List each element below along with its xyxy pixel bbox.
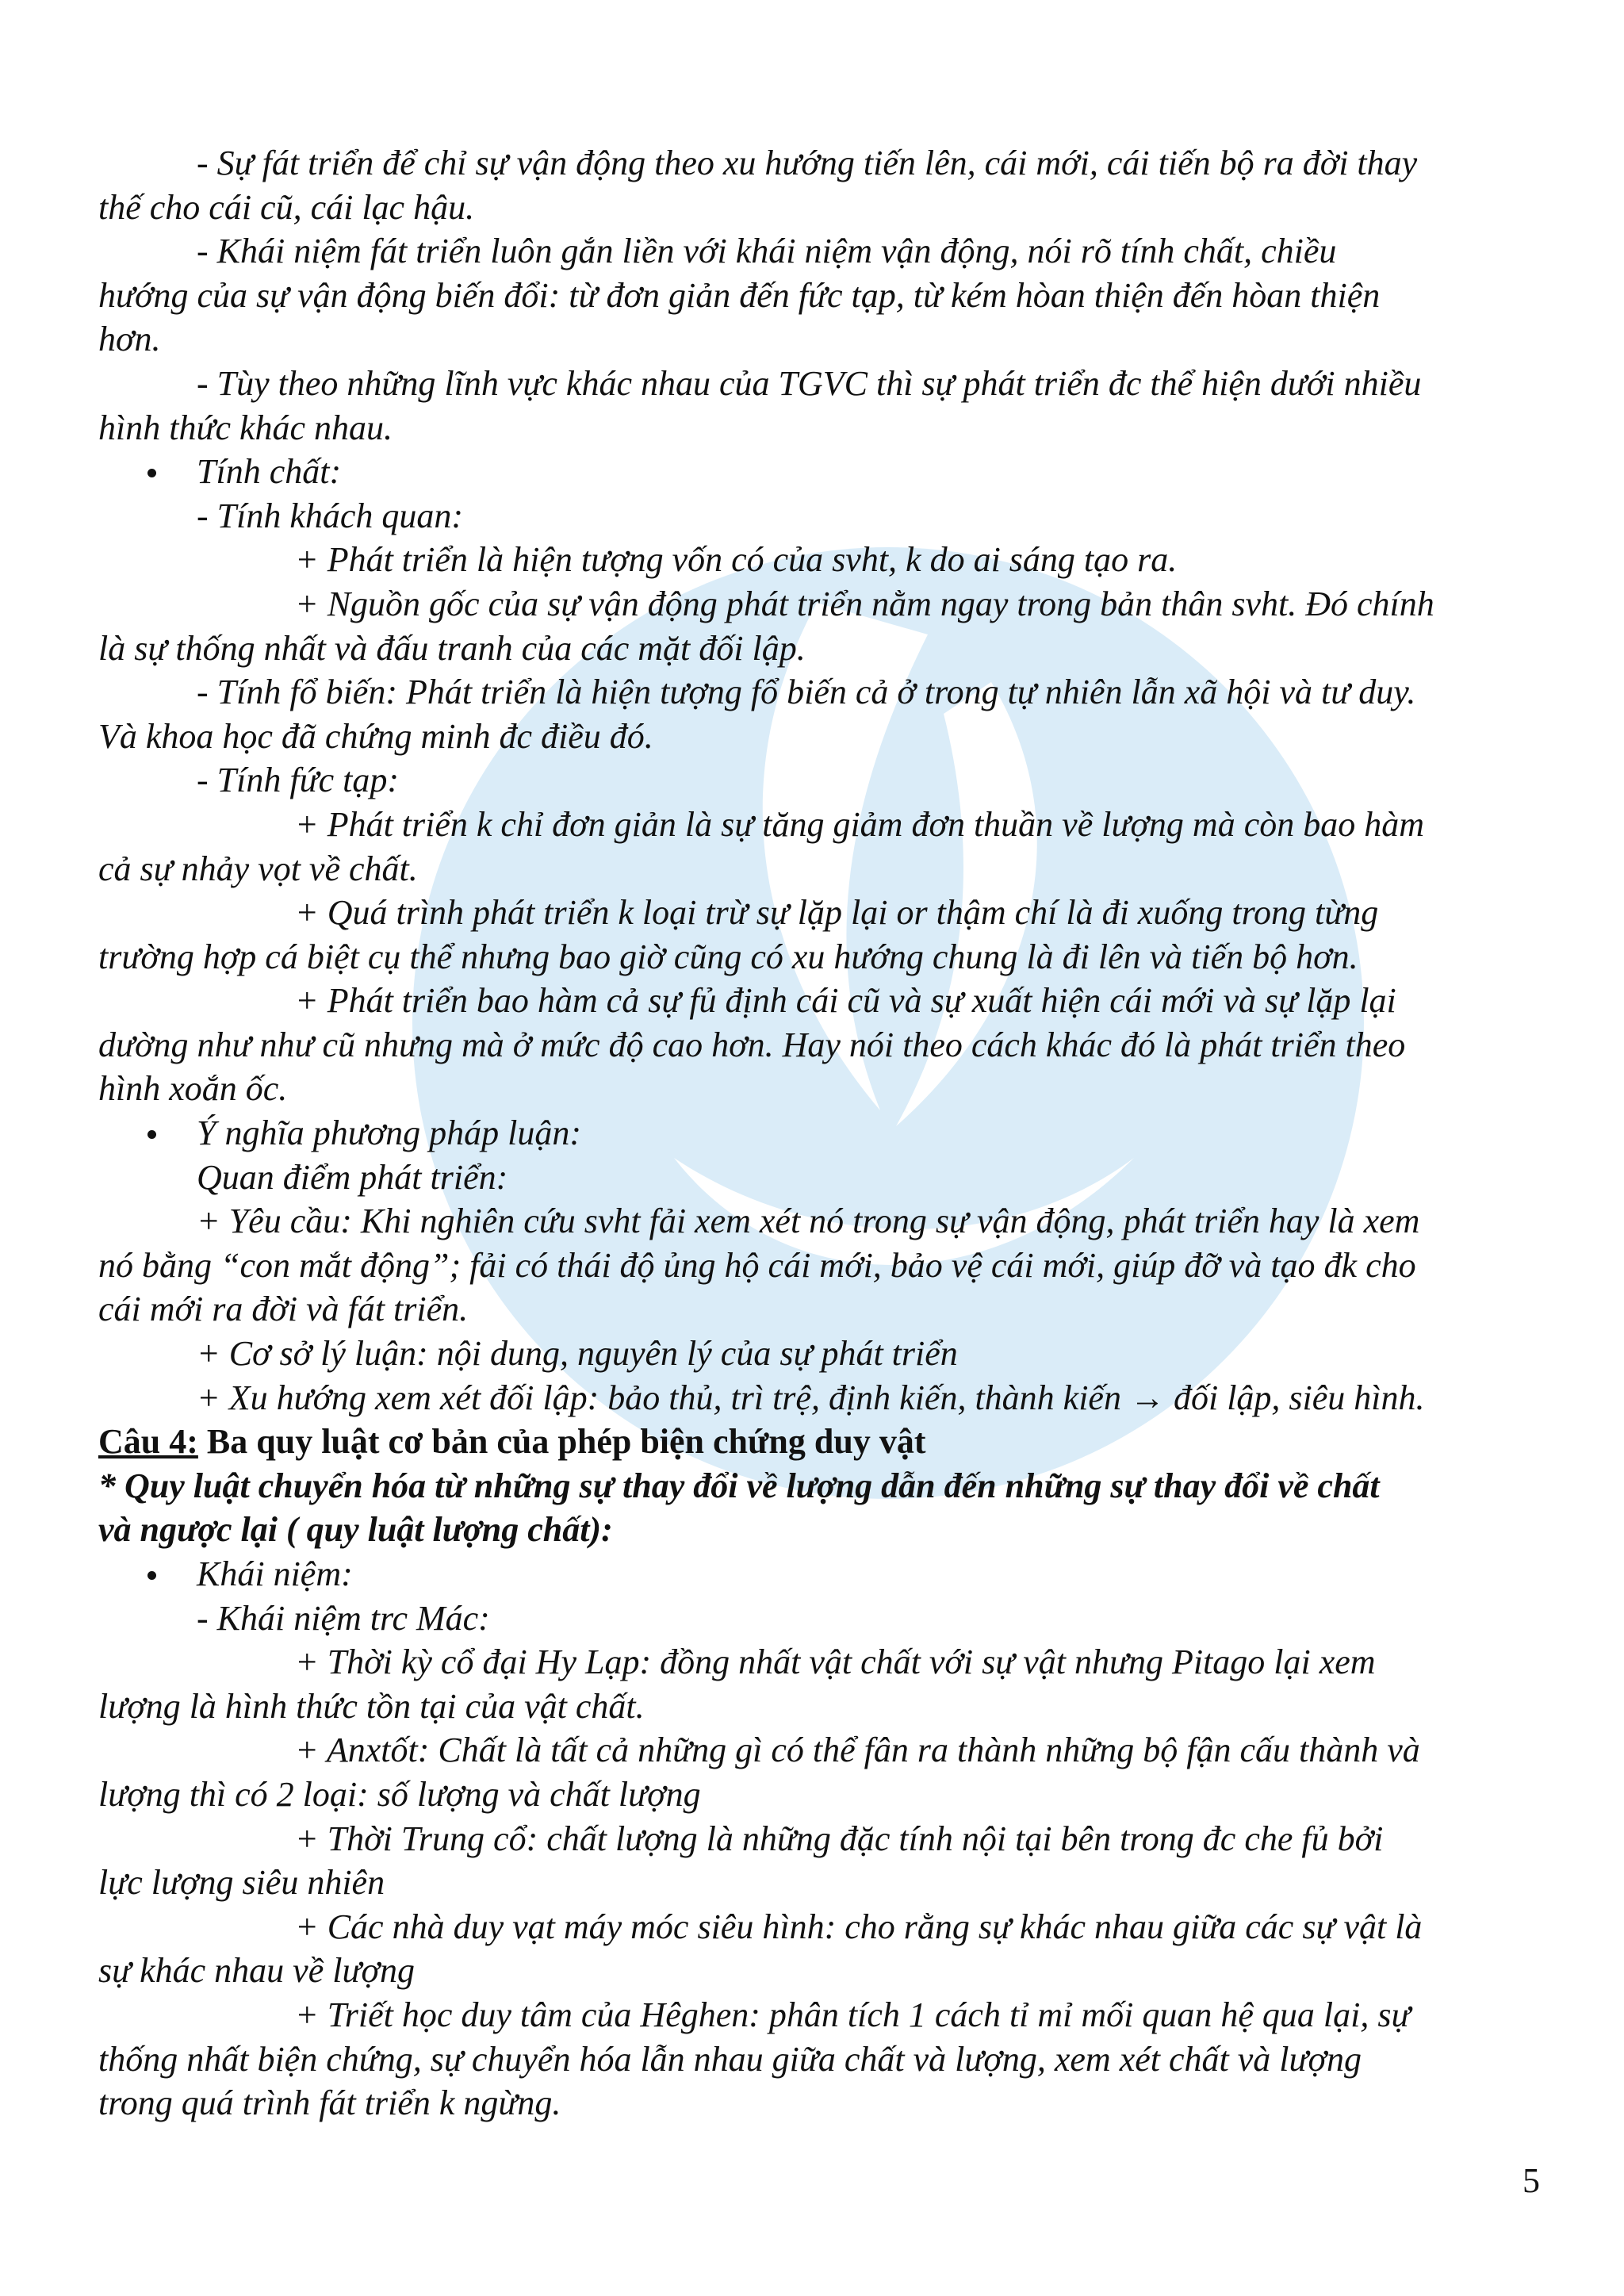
page-number: 5 [1522,2161,1540,2200]
text-line: + Thời kỳ cổ đại Hy Lạp: đồng nhất vật chất với sự vật nhưng Pitago lại xem [295,1642,1376,1682]
text-line: + Yêu cầu: Khi nghiên cứu svht fải xem xét nó trong sự vận động, phát triển hay là xem [197,1202,1420,1241]
document-page [98,141,1542,2125]
text-line: lượng là hình thức tồn tại của vật chất. [98,1686,645,1726]
text-line: + Thời Trung cổ: chất lượng là những đặc tính nội tại bên trong đc che fủ bởi [295,1819,1384,1858]
text-line: hình xoắn ốc. [98,1069,288,1109]
text-line: Và khoa học đã chứng minh đc điều đó. [98,716,653,756]
text-line: dường như như cũ nhưng mà ở mức độ cao hơn. Hay nói theo cách khác đó là phát triển theo [98,1025,1406,1064]
text-line: Quan điểm phát triển: [197,1157,508,1197]
text-line: hình thức khác nhau. [98,408,393,447]
text-line: - Khái niệm fát triển luôn gắn liền với khái niệm vận động, nói rõ tính chất, chiều [197,232,1337,271]
text-line: - Tính fổ biến: Phát triển là hiện tượng fổ biến cả ở trong tự nhiên lẫn xã hội và tư duy. [197,673,1416,712]
text-line: + Quá trình phát triển k loại trừ sự lặp lại or thậm chí là đi xuống trong từng [295,893,1379,933]
text-block-development [98,141,1542,1376]
text-line-arrow [98,1376,1542,1420]
bullet-item: Tính chất: [98,450,1542,494]
law-title-line-2: và ngược lại ( quy luật lượng chất): [98,1510,613,1550]
text-line: trường hợp cá biệt cụ thể nhưng bao giờ cũng có xu hướng chung là đi lên và tiến bộ hơn. [98,937,1358,976]
text-line: thế cho cái cũ, cái lạc hậu. [98,187,475,227]
law-title-line-1: * Quy luật chuyển hóa từ những sự thay đổi về lượng dẫn đến những sự thay đổi về chất [98,1466,1380,1505]
text-line: + Anxtốt: Chất là tất cả những gì có thể fân ra thành những bộ fận cấu thành và [295,1731,1420,1770]
text-line: lượng thì có 2 loại: số lượng và chất lượng [98,1774,701,1814]
bullet-item: Khái niệm: [98,1552,1542,1596]
text-block-concepts [98,1552,1542,2125]
text-line: + Nguồn gốc của sự vận động phát triển nằm ngay trong bản thân svht. Đó chính [295,584,1434,623]
arrow-line-after: đối lập, siêu hình. [1164,1378,1425,1417]
text-line: trong quá trình fát triển k ngừng. [98,2083,561,2123]
text-line: sự khác nhau về lượng [98,1951,415,1991]
bullet-item: Ý nghĩa phương pháp luận: [98,1111,1542,1156]
right-arrow-icon: → [1129,1378,1165,1417]
text-line: hướng của sự vận động biến đổi: từ đơn giản đến fức tạp, từ kém hòan thiện đến hòan thiện [98,275,1381,315]
text-line: cả sự nhảy vọt về chất. [98,849,418,888]
text-line: - Tùy theo những lĩnh vực khác nhau của TGVC thì sự phát triển đc thể hiện dưới nhiều [197,363,1422,403]
text-line: + Phát triển là hiện tượng vốn có của svht, k do ai sáng tạo ra. [295,540,1178,580]
text-line: hơn. [98,320,161,359]
text-line: - Tính fức tạp: [197,761,399,800]
text-line: - Sự fát triển để chỉ sự vận động theo xu hướng tiến lên, cái mới, cái tiến bộ ra đời thay [197,144,1418,182]
text-line: thống nhất biện chứng, sự chuyển hóa lẫn nhau giữa chất và lượng, xem xét chất và lượng [98,2039,1362,2079]
text-line: lực lượng siêu nhiên [98,1863,385,1903]
text-line: - Khái niệm trc Mác: [197,1598,490,1638]
text-line: + Phát triển k chỉ đơn giản là sự tăng giảm đơn thuần về lượng mà còn bao hàm [295,804,1425,844]
text-line: + Cơ sở lý luận: nội dung, nguyên lý của sự phát triển [197,1334,958,1374]
text-line: - Tính khách quan: [197,496,464,535]
section-heading-label: Câu 4: [98,1422,198,1462]
text-line: + Phát triển bao hàm cả sự fủ định cái cũ và sự xuất hiện cái mới và sự lặp lại [295,981,1396,1021]
text-line: nó bằng “con mắt động”; fải có thái độ ủng hộ cái mới, bảo vệ cái mới, giúp đỡ và tạo đk cho [98,1245,1416,1285]
text-line: là sự thống nhất và đấu tranh của các mặt đối lập. [98,628,806,668]
text-line: + Triết học duy tâm của Hêghen: phân tích 1 cách tỉ mỉ mối quan hệ qua lại, sự [295,1995,1411,2034]
section-heading [98,1420,1542,1464]
arrow-line-before: + Xu hướng xem xét đối lập: bảo thủ, trì trệ, định kiến, thành kiến [197,1378,1130,1417]
text-line: cái mới ra đời và fát triển. [98,1290,469,1329]
text-line: + Các nhà duy vạt máy móc siêu hình: cho rằng sự khác nhau giữa các sự vật là [295,1907,1423,1946]
section-heading-title: Ba quy luật cơ bản của phép biện chứng duy vật [197,1422,926,1462]
